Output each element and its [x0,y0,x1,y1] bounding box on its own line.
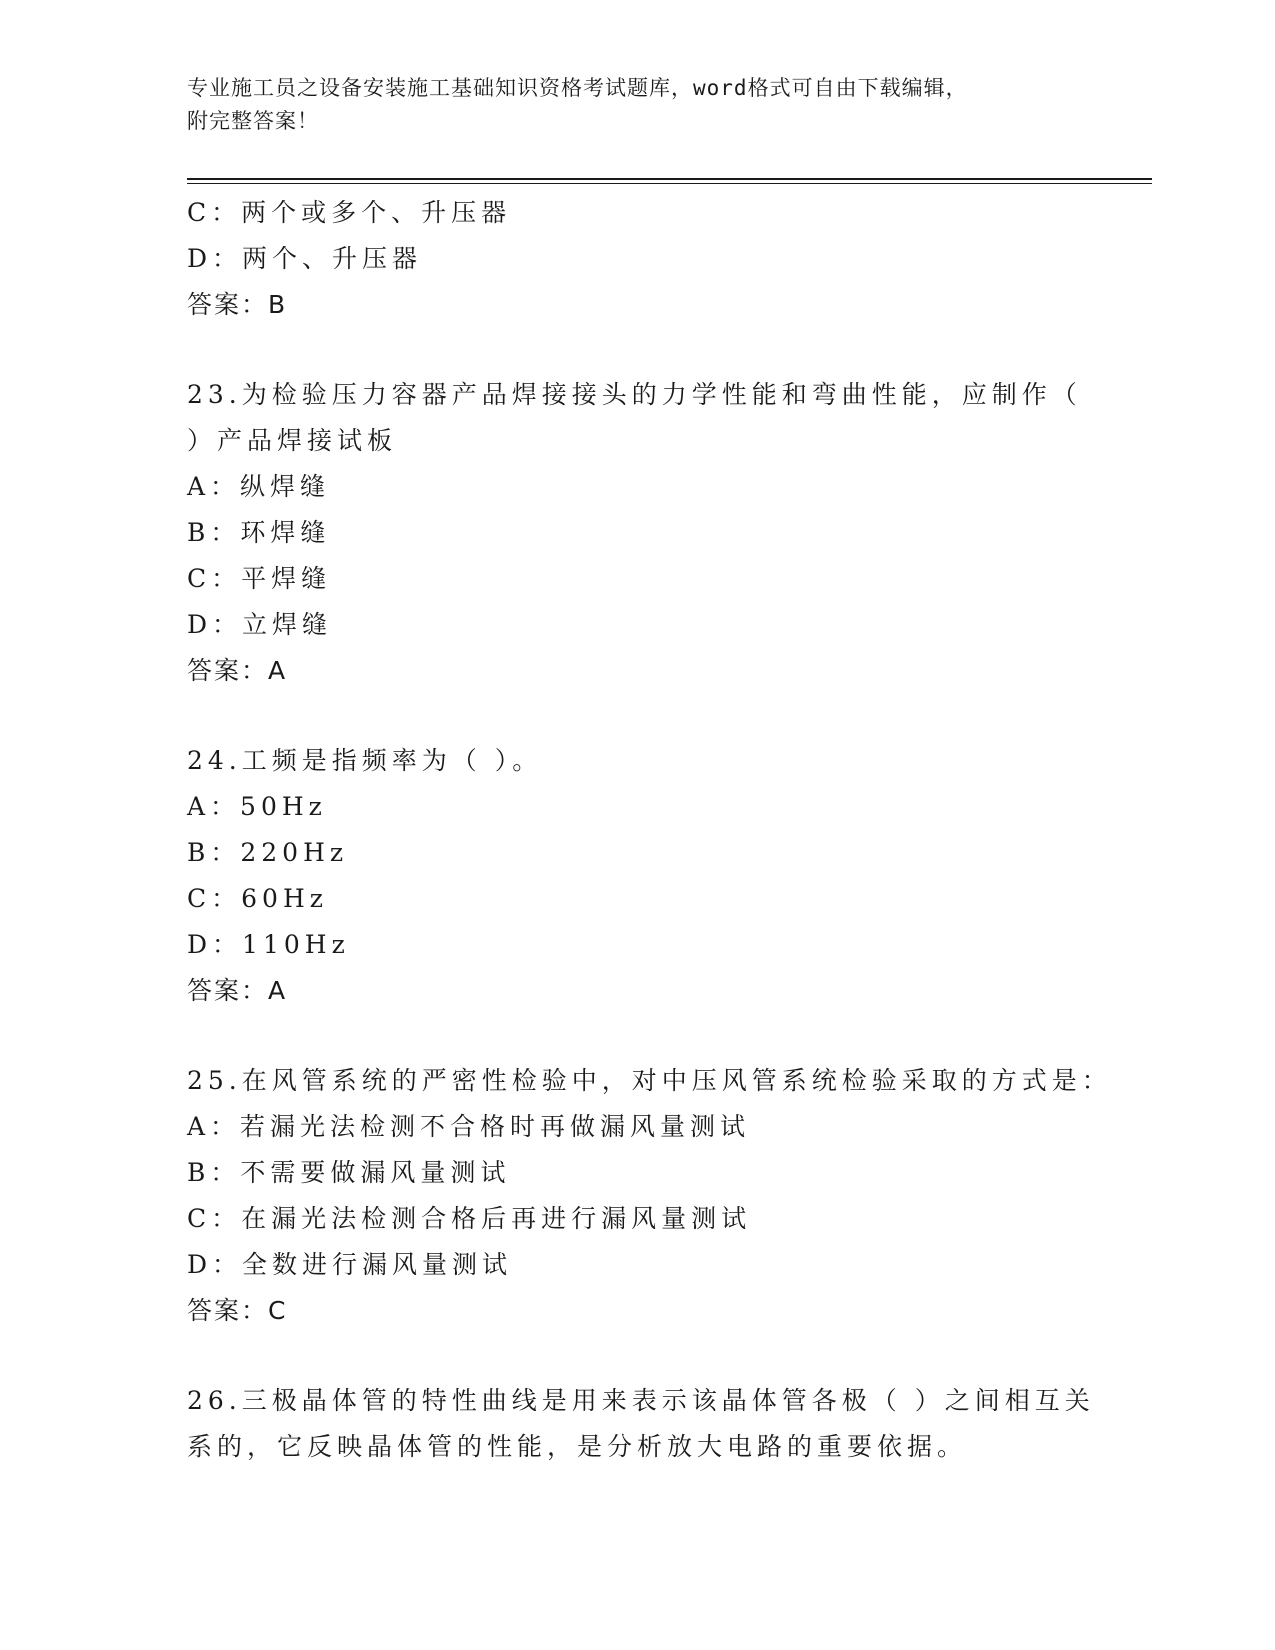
answer-line: 答案：A [187,656,288,685]
option-a: A：50Hz [187,792,327,821]
option-c: C：平焊缝 [187,564,332,593]
document-header [187,72,1087,138]
spacer [187,328,1087,372]
answer-line: 答案：C [187,1296,288,1325]
question-22-tail [187,190,1087,328]
option-b: B：220Hz [187,838,349,867]
spacer [187,694,1087,738]
option-a: A：若漏光法检测不合格时再做漏风量测试 [187,1112,751,1141]
option-c: C：60Hz [187,884,328,913]
question-26 [187,1378,1095,1470]
question-stem: ）产品焊接试板 [187,426,398,455]
spacer [187,1014,1087,1058]
question-stem: 26.三极晶体管的特性曲线是用来表示该晶体管各极（ ）之间相互关 [187,1386,1095,1415]
spacer [187,1334,1087,1378]
answer-line: 答案：A [187,976,288,1005]
option-d: D：全数进行漏风量测试 [187,1250,513,1279]
option-d: D：立焊缝 [187,610,333,639]
question-stem: 系的，它反映晶体管的性能，是分析放大电路的重要依据。 [187,1432,968,1461]
option-b: B：环焊缝 [187,518,331,547]
question-24 [187,738,1087,1014]
option-d: D：两个、升压器 [187,244,423,273]
option-c: C：两个或多个、升压器 [187,198,512,227]
question-23 [187,372,1087,694]
option-c: C：在漏光法检测合格后再进行漏风量测试 [187,1204,752,1233]
document-body [187,190,1112,1470]
question-stem: 25.在风管系统的严密性检验中，对中压风管系统检验采取的方式是： [187,1066,1112,1095]
question-stem: 24.工频是指频率为（ ）。 [187,746,543,775]
answer-line: 答案：B [187,290,288,319]
header-divider-thin [187,183,1152,184]
header-line-1: 专业施工员之设备安装施工基础知识资格考试题库，word格式可自由下载编辑， [187,76,968,100]
header-line-2: 附完整答案！ [187,109,319,133]
question-stem: 23.为检验压力容器产品焊接接头的力学性能和弯曲性能，应制作（ [187,380,1082,409]
option-b: B：不需要做漏风量测试 [187,1158,511,1187]
option-d: D：110Hz [187,930,350,959]
question-25 [187,1058,1112,1334]
option-a: A：纵焊缝 [187,472,331,501]
header-divider-thick [187,178,1152,180]
